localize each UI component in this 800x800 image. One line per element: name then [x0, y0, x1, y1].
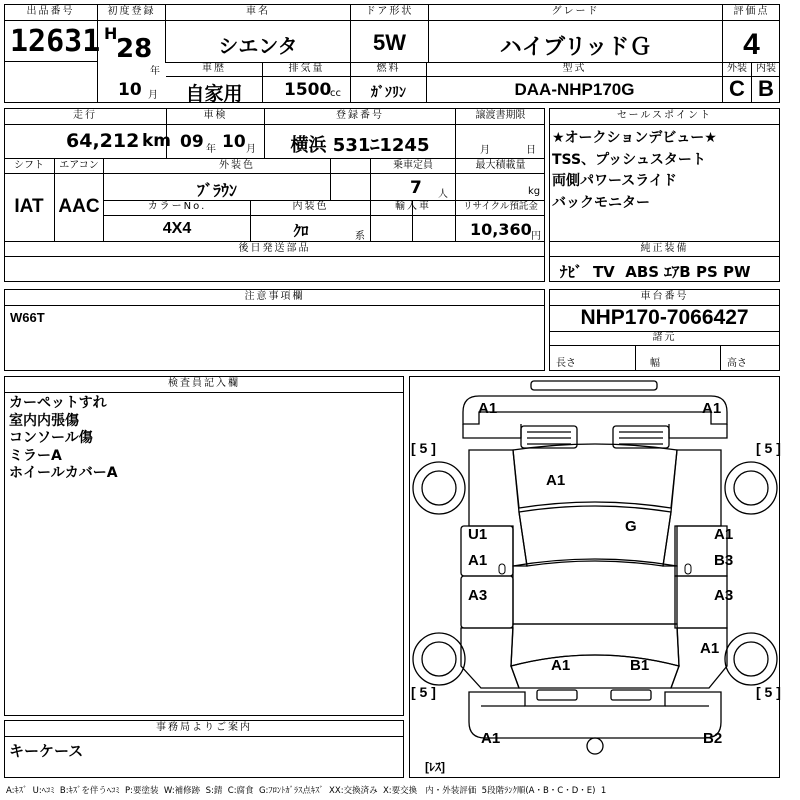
damage-bottom-right: B2: [703, 730, 723, 747]
damage-front-right: A1: [702, 400, 722, 417]
int-grade: B: [758, 76, 774, 101]
int-color-unit: 系: [355, 231, 365, 242]
damage-right-rear-door: A3: [714, 587, 734, 604]
transfer-day-unit: 日: [526, 145, 536, 156]
capacity-header: 乗車定員: [393, 160, 433, 171]
width-label: 幅: [650, 358, 660, 369]
legend: A:ｷｽﾞ U:ﾍｺﾐ B:ｷｽﾞを伴うﾍｺﾐ P:要塗装 W:補修跡 S:錆 C:腐食 G:ﾌﾛﾝﾄｶﾞﾗｽ点ｷｽﾞ XX:交換済み X:要交換 内・外装評価 5段階ﾗﾝｸ順(A・B・C・D・E) 1: [6, 786, 607, 796]
damage-left-front-door-a1: A1: [468, 552, 488, 569]
fuel-header: 燃料: [376, 63, 401, 74]
color-no-header: カラーNo.: [147, 201, 207, 212]
reg-year: 28: [116, 34, 153, 64]
era: H: [104, 24, 118, 43]
sales-point: ★オークションデビュー★: [552, 130, 717, 146]
inspection-month-unit: 月: [246, 144, 256, 155]
tire-front-left: [ 5 ]: [411, 440, 436, 456]
displacement-value: 1500: [284, 80, 332, 100]
sales-point: TSS、プッシュスタート: [552, 151, 706, 168]
shift-value: IAT: [14, 196, 44, 217]
recycle-value: 10,360: [470, 220, 532, 239]
car-name: シエンタ: [218, 34, 298, 58]
sales-header: セールスポイント: [616, 110, 713, 121]
transfer-month-unit: 月: [480, 145, 490, 156]
mileage-unit: km: [142, 131, 172, 151]
length-label: 長さ: [556, 358, 576, 369]
inspector-notes-list: [9, 395, 118, 483]
plate-value: 横浜 531ﾆ1245: [290, 135, 430, 156]
equipment-value: ﾅﾋﾞ TV ABS ｴｱB PS PW: [560, 263, 751, 281]
damage-glass: G: [625, 518, 637, 535]
load-unit: kg: [528, 186, 541, 197]
score-header: 評価点: [733, 6, 770, 17]
damage-bottom-left: A1: [481, 730, 501, 747]
spare-tire-less: [ﾚｽ]: [425, 760, 445, 774]
score-value: 4: [743, 28, 760, 61]
car-diagram: [409, 376, 780, 778]
inspector-header: 検査員記入欄: [168, 378, 240, 389]
mileage-value: 64,212: [66, 130, 140, 152]
damage-hood: A1: [546, 472, 566, 489]
displacement-unit: cc: [330, 88, 341, 99]
import-header: 輸入車: [395, 201, 431, 212]
damage-rear-left: A1: [551, 657, 571, 674]
inspector-note: カーペットすれ: [9, 395, 107, 411]
inspection-month: 10: [222, 132, 246, 152]
int-color-header: 内装色: [292, 201, 329, 212]
recycle-unit: 円: [531, 231, 541, 242]
year-unit: 年: [150, 66, 160, 77]
tire-rear-left: [ 5 ]: [411, 684, 436, 700]
inspection-year: 09: [180, 132, 204, 152]
equipment-header: 純正装備: [640, 243, 689, 254]
sales-point: 両側パワースライド: [552, 173, 677, 189]
door-type: 5W: [373, 30, 406, 55]
shift-header: シフト: [14, 160, 44, 171]
grade-value: ハイブリッドＧ: [499, 35, 652, 60]
model-value: DAA-NHP170G: [514, 80, 635, 99]
mileage-header: 走行: [73, 110, 97, 121]
int-grade-header: 内装: [756, 63, 776, 74]
lot-header: 出品番号: [26, 6, 75, 17]
office-note: キーケース: [9, 742, 84, 760]
ext-color-header: 外装色: [219, 160, 255, 171]
load-header: 最大積載量: [475, 160, 526, 171]
transfer-header: 譲渡書期限: [475, 110, 526, 121]
chassis-header: 車台番号: [640, 291, 689, 302]
ext-color-value: ﾌﾞﾗｳﾝ: [196, 181, 237, 200]
reg-month: 10: [118, 80, 142, 100]
height-label: 高さ: [727, 358, 747, 369]
fuel-value: ｶﾞｿﾘﾝ: [371, 85, 406, 101]
history-header: 車歴: [202, 63, 226, 74]
car-name-header: 車名: [246, 6, 270, 17]
chassis-value: NHP170-7066427: [580, 306, 749, 329]
damage-left-rear-door: A3: [468, 587, 488, 604]
history-value: 自家用: [185, 83, 243, 105]
inspector-note: ホイールカバーA: [9, 465, 118, 481]
later-parts-header: 後日発送部品: [238, 243, 311, 254]
damage-right-front-door-a1: A1: [714, 526, 734, 543]
damage-rear-right: B1: [630, 657, 650, 674]
inspection-year-unit: 年: [206, 144, 216, 155]
damage-right-rear-quarter: A1: [700, 640, 720, 657]
grade-header: グレード: [551, 6, 600, 17]
damage-right-front-door-b3: B3: [714, 552, 734, 569]
displacement-header: 排気量: [288, 63, 325, 74]
ac-value: AAC: [58, 196, 100, 217]
ext-grade-header: 外装: [727, 63, 747, 74]
door-header: ドア形状: [365, 6, 414, 17]
caution-value: W66T: [10, 310, 45, 325]
sales-points-list: [552, 130, 717, 212]
ext-grade: C: [729, 76, 745, 101]
tire-rear-right: [ 5 ]: [756, 684, 781, 700]
office-header: 事務局よりご案内: [156, 722, 252, 733]
model-header: 型式: [562, 63, 587, 74]
damage-left-front-door-u1: U1: [468, 526, 488, 543]
sales-point: バックモニター: [552, 194, 650, 211]
recycle-header: リサイクル預託金: [463, 201, 538, 212]
plate-header: 登録番号: [336, 110, 384, 121]
capacity-unit: 人: [438, 189, 448, 200]
caution-header: 注意事項欄: [244, 291, 305, 302]
inspector-note: 室内内張傷: [9, 412, 79, 429]
tire-front-right: [ 5 ]: [756, 440, 781, 456]
inspection-header: 車検: [203, 110, 228, 121]
capacity-value: 7: [410, 178, 422, 198]
spec-header: 諸元: [652, 332, 677, 343]
inspector-note: ミラーA: [9, 447, 62, 464]
ac-header: エアコン: [59, 160, 99, 171]
damage-front-left: A1: [478, 400, 498, 417]
lot-number: 12631: [10, 24, 101, 59]
inspector-note: コンソール傷: [9, 430, 93, 446]
color-no-value: 4X4: [162, 220, 192, 237]
int-color-value: ｸﾛ: [293, 222, 309, 240]
first-reg-header: 初度登録: [107, 6, 156, 17]
month-unit: 月: [148, 90, 158, 101]
